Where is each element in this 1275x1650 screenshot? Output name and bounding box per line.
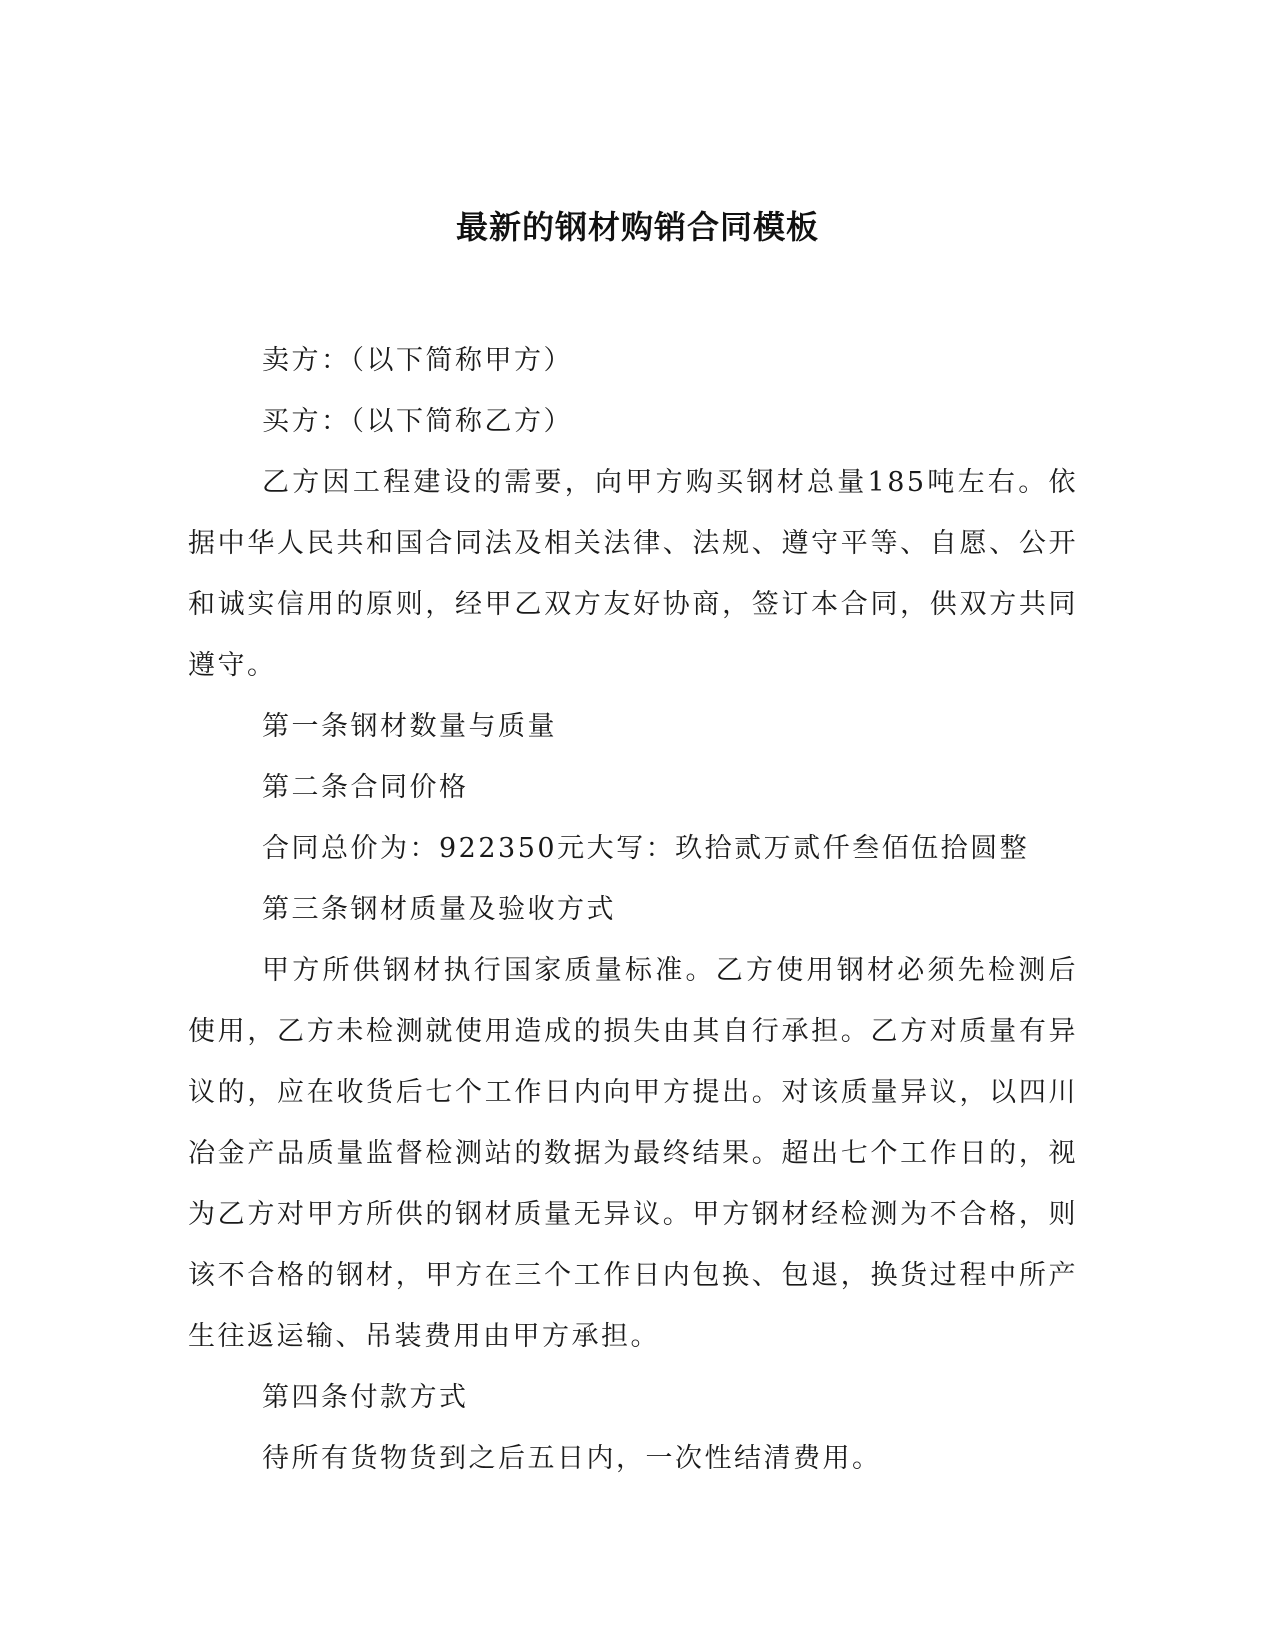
article-4-heading: 第四条付款方式 (262, 1382, 469, 1413)
seller-line: 卖方：（以下简称甲方） (262, 345, 573, 376)
article-2-heading: 第二条合同价格 (262, 772, 469, 803)
payment-terms-paragraph: 待所有货物货到之后五日内，一次性结清费用。 (262, 1443, 882, 1474)
article-3-heading: 第三条钢材质量及验收方式 (262, 894, 616, 925)
quality-acceptance-paragraph: 甲方所供钢材执行国家质量标准。乙方使用钢材必须先检测后使用，乙方未检测就使用造成的损失由其自行承担。乙方对质量有异议的，应在收货后七个工作日内向甲方提出。对该质量异议，以四川冶金产品质量监督检测站的数据为最终结果。超出七个工作日的，视为乙方对甲方所供的钢材质量无异议。甲方钢材经检测为不合格，则该不合格的钢材，甲方在三个工作日内包换、包退，换货过程中所产生往返运输、吊装费用由甲方承担。 (188, 955, 1078, 1352)
preamble-paragraph: 乙方因工程建设的需要，向甲方购买钢材总量185吨左右。依据中华人民共和国合同法及相关法律、法规、遵守平等、自愿、公开和诚实信用的原则，经甲乙双方友好协商，签订本合同，供双方共同遵守。 (188, 467, 1078, 681)
document-body (188, 330, 1078, 1489)
article-1-heading: 第一条钢材数量与质量 (262, 711, 557, 742)
buyer-line: 买方：（以下简称乙方） (262, 406, 573, 437)
document-title: 最新的钢材购销合同模板 (455, 208, 819, 246)
contract-total-price: 合同总价为：922350元大写：玖拾贰万贰仟叁佰伍拾圆整 (262, 833, 1030, 864)
